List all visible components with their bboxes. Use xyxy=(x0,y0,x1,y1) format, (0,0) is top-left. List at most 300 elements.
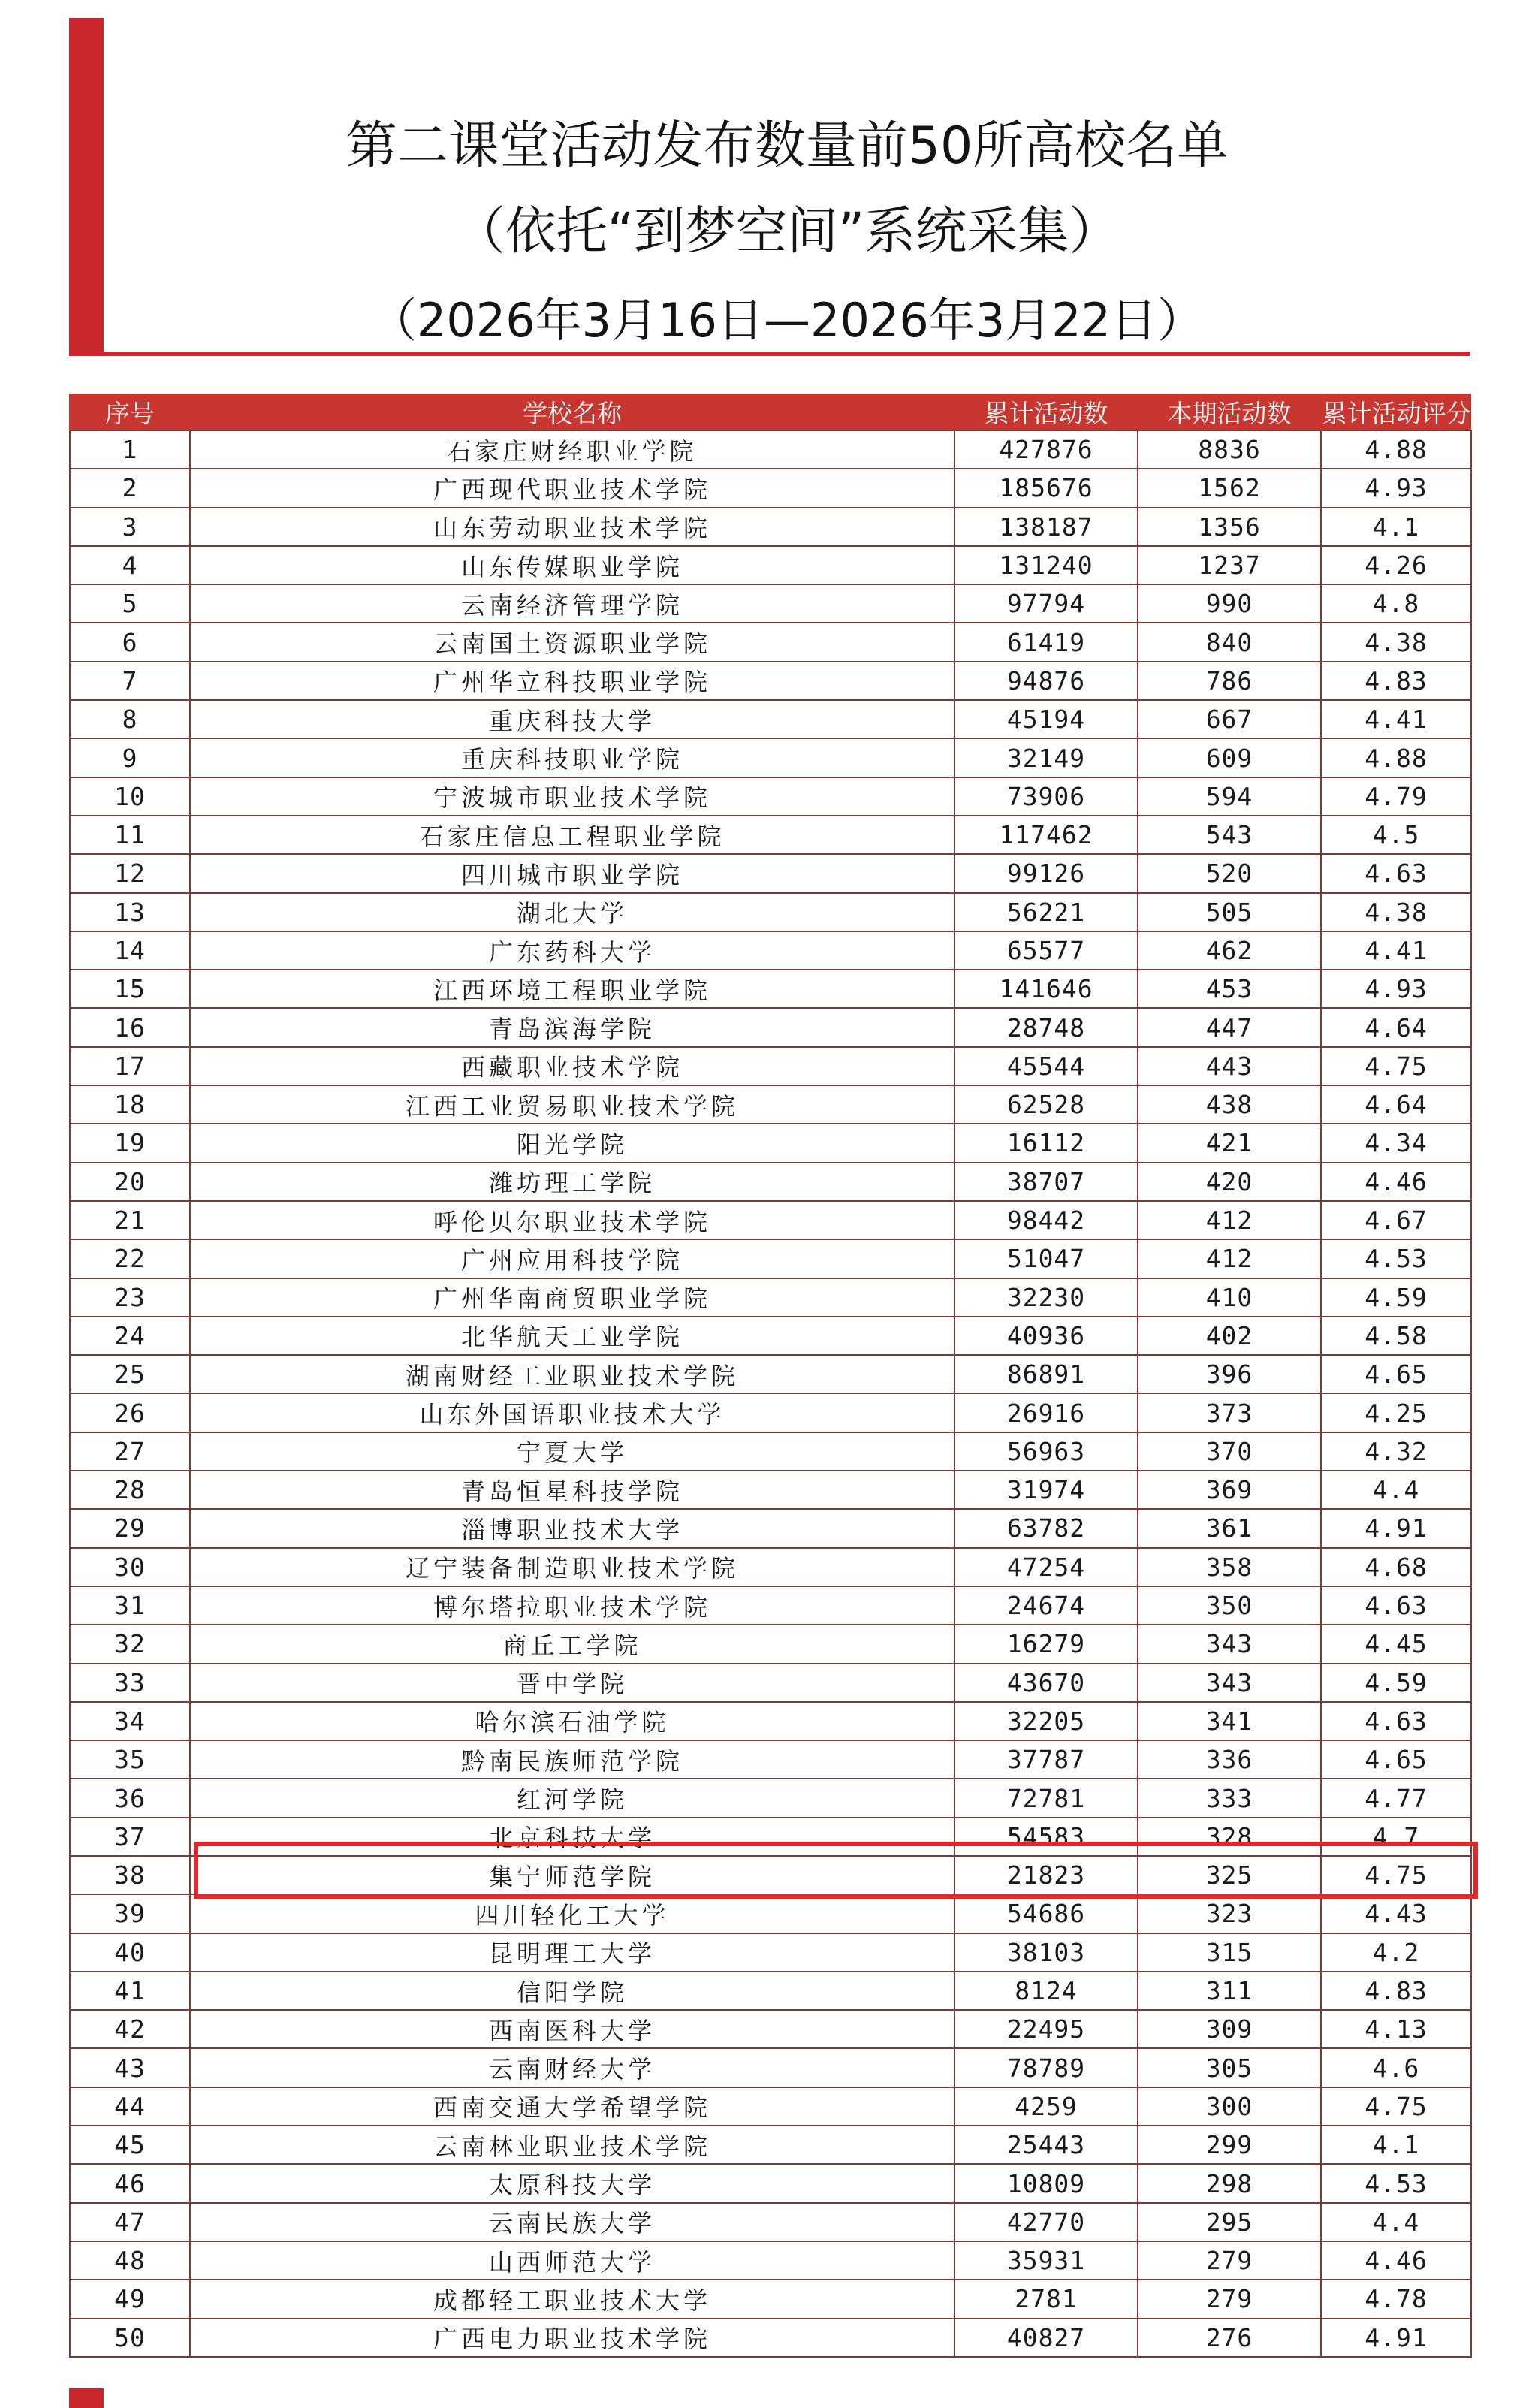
cell-period-activities: 420 xyxy=(1138,1163,1321,1201)
cell-period-activities: 667 xyxy=(1138,700,1321,738)
table-row xyxy=(70,584,1471,623)
cell-school-name: 淄博职业技术大学 xyxy=(190,1509,954,1547)
cell-total-activities: 56221 xyxy=(954,893,1138,931)
cell-rating: 4.58 xyxy=(1321,1317,1471,1355)
cell-total-activities: 54583 xyxy=(954,1818,1138,1856)
table-row xyxy=(70,1894,1471,1933)
cell-school-name: 北京科技大学 xyxy=(190,1818,954,1856)
cell-school-name: 云南国土资源职业学院 xyxy=(190,623,954,661)
cell-school-name: 广西电力职业技术学院 xyxy=(190,2319,954,2357)
cell-school-name: 重庆科技大学 xyxy=(190,700,954,738)
cell-rating: 4.26 xyxy=(1321,546,1471,584)
table-row xyxy=(70,1471,1471,1509)
cell-total-activities: 86891 xyxy=(954,1355,1138,1393)
table-row xyxy=(70,1432,1471,1471)
table-row xyxy=(70,1355,1471,1393)
table-row xyxy=(70,1856,1471,1894)
cell-school-name: 红河学院 xyxy=(190,1779,954,1817)
cell-rating: 4.67 xyxy=(1321,1201,1471,1239)
cell-rank: 47 xyxy=(70,2203,190,2241)
cell-rank: 19 xyxy=(70,1124,190,1162)
table-row xyxy=(70,1933,1471,1972)
cell-period-activities: 609 xyxy=(1138,738,1321,777)
cell-school-name: 太原科技大学 xyxy=(190,2164,954,2202)
cell-rating: 4.46 xyxy=(1321,2241,1471,2280)
cell-period-activities: 328 xyxy=(1138,1818,1321,1856)
cell-period-activities: 361 xyxy=(1138,1509,1321,1547)
cell-period-activities: 412 xyxy=(1138,1239,1321,1278)
cell-school-name: 昆明理工大学 xyxy=(190,1933,954,1972)
cell-rank: 2 xyxy=(70,469,190,507)
cell-period-activities: 1356 xyxy=(1138,508,1321,546)
table-body xyxy=(70,430,1471,2357)
cell-period-activities: 1237 xyxy=(1138,546,1321,584)
cell-rank: 3 xyxy=(70,508,190,546)
table-row xyxy=(70,2241,1471,2280)
cell-rank: 24 xyxy=(70,1317,190,1355)
cell-rank: 6 xyxy=(70,623,190,661)
cell-rank: 32 xyxy=(70,1625,190,1663)
cell-total-activities: 45194 xyxy=(954,700,1138,738)
cell-total-activities: 38103 xyxy=(954,1933,1138,1972)
cell-rank: 20 xyxy=(70,1163,190,1201)
table-row xyxy=(70,854,1471,892)
cell-rating: 4.38 xyxy=(1321,893,1471,931)
cell-total-activities: 185676 xyxy=(954,469,1138,507)
cell-period-activities: 369 xyxy=(1138,1471,1321,1509)
table-row xyxy=(70,1047,1471,1085)
cell-total-activities: 427876 xyxy=(954,430,1138,469)
cell-rank: 37 xyxy=(70,1818,190,1856)
cell-rank: 36 xyxy=(70,1779,190,1817)
cell-total-activities: 32149 xyxy=(954,738,1138,777)
cell-school-name: 江西环境工程职业学院 xyxy=(190,970,954,1008)
cell-total-activities: 42770 xyxy=(954,2203,1138,2241)
table-row xyxy=(70,1201,1471,1239)
decorative-red-bar-top xyxy=(69,18,104,353)
cell-school-name: 潍坊理工学院 xyxy=(190,1163,954,1201)
cell-total-activities: 37787 xyxy=(954,1740,1138,1779)
cell-period-activities: 370 xyxy=(1138,1432,1321,1471)
cell-rank: 10 xyxy=(70,777,190,816)
cell-rating: 4.4 xyxy=(1321,2203,1471,2241)
cell-total-activities: 73906 xyxy=(954,777,1138,816)
cell-total-activities: 24674 xyxy=(954,1586,1138,1625)
cell-rank: 40 xyxy=(70,1933,190,1972)
cell-rank: 18 xyxy=(70,1085,190,1124)
cell-rating: 4.1 xyxy=(1321,2126,1471,2164)
header-school-name: 学校名称 xyxy=(190,394,954,430)
cell-school-name: 广州华南商贸职业学院 xyxy=(190,1278,954,1317)
cell-rating: 4.93 xyxy=(1321,970,1471,1008)
table-row xyxy=(70,1586,1471,1625)
table-row xyxy=(70,1239,1471,1278)
table-row xyxy=(70,508,1471,546)
cell-period-activities: 323 xyxy=(1138,1894,1321,1933)
cell-school-name: 西藏职业技术学院 xyxy=(190,1047,954,1085)
cell-rank: 5 xyxy=(70,584,190,623)
cell-rank: 15 xyxy=(70,970,190,1008)
cell-school-name: 四川城市职业学院 xyxy=(190,854,954,892)
cell-period-activities: 1562 xyxy=(1138,469,1321,507)
page-subtitle-source: （依托“到梦空间”系统采集） xyxy=(454,202,1120,261)
cell-total-activities: 54686 xyxy=(954,1894,1138,1933)
cell-total-activities: 4259 xyxy=(954,2087,1138,2126)
cell-total-activities: 99126 xyxy=(954,854,1138,892)
cell-period-activities: 840 xyxy=(1138,623,1321,661)
cell-rating: 4.78 xyxy=(1321,2280,1471,2318)
cell-school-name: 青岛滨海学院 xyxy=(190,1008,954,1046)
cell-total-activities: 141646 xyxy=(954,970,1138,1008)
cell-school-name: 山东外国语职业技术大学 xyxy=(190,1393,954,1432)
cell-school-name: 商丘工学院 xyxy=(190,1625,954,1663)
cell-rating: 4.45 xyxy=(1321,1625,1471,1663)
cell-rating: 4.88 xyxy=(1321,738,1471,777)
cell-school-name: 广西现代职业技术学院 xyxy=(190,469,954,507)
cell-period-activities: 295 xyxy=(1138,2203,1321,2241)
cell-total-activities: 25443 xyxy=(954,2126,1138,2164)
table-row xyxy=(70,1509,1471,1547)
cell-school-name: 湖南财经工业职业技术学院 xyxy=(190,1355,954,1393)
cell-rank: 35 xyxy=(70,1740,190,1779)
cell-rating: 4.75 xyxy=(1321,2087,1471,2126)
cell-period-activities: 402 xyxy=(1138,1317,1321,1355)
cell-total-activities: 47254 xyxy=(954,1548,1138,1586)
cell-rank: 48 xyxy=(70,2241,190,2280)
cell-rating: 4.63 xyxy=(1321,1702,1471,1740)
cell-rating: 4.5 xyxy=(1321,816,1471,854)
cell-school-name: 阳光学院 xyxy=(190,1124,954,1162)
cell-rank: 44 xyxy=(70,2087,190,2126)
cell-rank: 28 xyxy=(70,1471,190,1509)
cell-period-activities: 343 xyxy=(1138,1664,1321,1702)
title-block xyxy=(104,105,1470,365)
table-row xyxy=(70,2048,1471,2087)
cell-school-name: 云南财经大学 xyxy=(190,2048,954,2087)
table-row xyxy=(70,2010,1471,2048)
cell-school-name: 宁波城市职业技术学院 xyxy=(190,777,954,816)
cell-rating: 4.91 xyxy=(1321,1509,1471,1547)
cell-period-activities: 421 xyxy=(1138,1124,1321,1162)
cell-rating: 4.65 xyxy=(1321,1355,1471,1393)
cell-rating: 4.1 xyxy=(1321,508,1471,546)
cell-rating: 4.93 xyxy=(1321,469,1471,507)
cell-total-activities: 38707 xyxy=(954,1163,1138,1201)
cell-period-activities: 336 xyxy=(1138,1740,1321,1779)
cell-rank: 21 xyxy=(70,1201,190,1239)
cell-rank: 50 xyxy=(70,2319,190,2357)
cell-period-activities: 396 xyxy=(1138,1355,1321,1393)
cell-rating: 4.41 xyxy=(1321,700,1471,738)
cell-rating: 4.53 xyxy=(1321,2164,1471,2202)
cell-total-activities: 62528 xyxy=(954,1085,1138,1124)
cell-rank: 12 xyxy=(70,854,190,892)
cell-school-name: 晋中学院 xyxy=(190,1664,954,1702)
table-row xyxy=(70,2280,1471,2318)
cell-period-activities: 358 xyxy=(1138,1548,1321,1586)
cell-rank: 25 xyxy=(70,1355,190,1393)
cell-period-activities: 350 xyxy=(1138,1586,1321,1625)
cell-total-activities: 117462 xyxy=(954,816,1138,854)
cell-school-name: 云南经济管理学院 xyxy=(190,584,954,623)
cell-total-activities: 35931 xyxy=(954,2241,1138,2280)
cell-school-name: 西南交通大学希望学院 xyxy=(190,2087,954,2126)
cell-total-activities: 97794 xyxy=(954,584,1138,623)
table-row xyxy=(70,1393,1471,1432)
cell-school-name: 北华航天工业学院 xyxy=(190,1317,954,1355)
cell-rank: 41 xyxy=(70,1972,190,2010)
table-row xyxy=(70,1124,1471,1162)
cell-total-activities: 40827 xyxy=(954,2319,1138,2357)
cell-rating: 4.63 xyxy=(1321,854,1471,892)
cell-rating: 4.65 xyxy=(1321,1740,1471,1779)
cell-school-name: 石家庄信息工程职业学院 xyxy=(190,816,954,854)
cell-school-name: 山东劳动职业技术学院 xyxy=(190,508,954,546)
cell-total-activities: 72781 xyxy=(954,1779,1138,1817)
cell-total-activities: 21823 xyxy=(954,1856,1138,1894)
table-row xyxy=(70,1085,1471,1124)
cell-rank: 33 xyxy=(70,1664,190,1702)
table-row xyxy=(70,1163,1471,1201)
cell-period-activities: 373 xyxy=(1138,1393,1321,1432)
table-header-row xyxy=(70,394,1471,430)
cell-rating: 4.13 xyxy=(1321,2010,1471,2048)
title-divider xyxy=(69,352,1470,356)
cell-total-activities: 45544 xyxy=(954,1047,1138,1085)
cell-period-activities: 309 xyxy=(1138,2010,1321,2048)
cell-rank: 14 xyxy=(70,931,190,970)
table-row xyxy=(70,1278,1471,1317)
cell-rank: 27 xyxy=(70,1432,190,1471)
cell-rating: 4.83 xyxy=(1321,662,1471,700)
cell-total-activities: 98442 xyxy=(954,1201,1138,1239)
cell-rank: 9 xyxy=(70,738,190,777)
cell-rating: 4.8 xyxy=(1321,584,1471,623)
cell-rank: 22 xyxy=(70,1239,190,1278)
cell-school-name: 宁夏大学 xyxy=(190,1432,954,1471)
table-row xyxy=(70,1664,1471,1702)
cell-total-activities: 94876 xyxy=(954,662,1138,700)
cell-period-activities: 520 xyxy=(1138,854,1321,892)
cell-period-activities: 315 xyxy=(1138,1933,1321,1972)
cell-rank: 49 xyxy=(70,2280,190,2318)
cell-school-name: 信阳学院 xyxy=(190,1972,954,2010)
cell-rating: 4.75 xyxy=(1321,1047,1471,1085)
cell-school-name: 集宁师范学院 xyxy=(190,1856,954,1894)
cell-period-activities: 305 xyxy=(1138,2048,1321,2087)
cell-rating: 4.83 xyxy=(1321,1972,1471,2010)
cell-total-activities: 131240 xyxy=(954,546,1138,584)
cell-period-activities: 299 xyxy=(1138,2126,1321,2164)
cell-period-activities: 300 xyxy=(1138,2087,1321,2126)
header-rank: 序号 xyxy=(70,394,190,430)
cell-rating: 4.64 xyxy=(1321,1085,1471,1124)
table-row xyxy=(70,2319,1471,2357)
cell-total-activities: 43670 xyxy=(954,1664,1138,1702)
cell-rating: 4.32 xyxy=(1321,1432,1471,1471)
table-row xyxy=(70,430,1471,469)
cell-period-activities: 543 xyxy=(1138,816,1321,854)
cell-total-activities: 78789 xyxy=(954,2048,1138,2087)
cell-period-activities: 594 xyxy=(1138,777,1321,816)
cell-rating: 4.63 xyxy=(1321,1586,1471,1625)
cell-rating: 4.88 xyxy=(1321,430,1471,469)
cell-total-activities: 65577 xyxy=(954,931,1138,970)
cell-rating: 4.34 xyxy=(1321,1124,1471,1162)
table-row xyxy=(70,1972,1471,2010)
cell-total-activities: 138187 xyxy=(954,508,1138,546)
cell-period-activities: 462 xyxy=(1138,931,1321,970)
cell-total-activities: 51047 xyxy=(954,1239,1138,1278)
cell-rating: 4.75 xyxy=(1321,1856,1471,1894)
cell-school-name: 呼伦贝尔职业技术学院 xyxy=(190,1201,954,1239)
table-row xyxy=(70,700,1471,738)
cell-period-activities: 276 xyxy=(1138,2319,1321,2357)
cell-school-name: 云南民族大学 xyxy=(190,2203,954,2241)
cell-rating: 4.79 xyxy=(1321,777,1471,816)
cell-school-name: 重庆科技职业学院 xyxy=(190,738,954,777)
table-row xyxy=(70,893,1471,931)
cell-rating: 4.53 xyxy=(1321,1239,1471,1278)
cell-rank: 29 xyxy=(70,1509,190,1547)
cell-total-activities: 56963 xyxy=(954,1432,1138,1471)
cell-rank: 42 xyxy=(70,2010,190,2048)
cell-total-activities: 26916 xyxy=(954,1393,1138,1432)
cell-period-activities: 438 xyxy=(1138,1085,1321,1124)
cell-total-activities: 63782 xyxy=(954,1509,1138,1547)
cell-school-name: 山东传媒职业学院 xyxy=(190,546,954,584)
cell-school-name: 湖北大学 xyxy=(190,893,954,931)
cell-total-activities: 16112 xyxy=(954,1124,1138,1162)
page-title: 第二课堂活动发布数量前50所高校名单 xyxy=(345,116,1229,176)
table-row xyxy=(70,1779,1471,1817)
cell-rank: 43 xyxy=(70,2048,190,2087)
cell-rank: 39 xyxy=(70,1894,190,1933)
cell-rank: 30 xyxy=(70,1548,190,1586)
cell-rating: 4.4 xyxy=(1321,1471,1471,1509)
cell-rank: 13 xyxy=(70,893,190,931)
cell-period-activities: 453 xyxy=(1138,970,1321,1008)
table-row xyxy=(70,970,1471,1008)
cell-period-activities: 298 xyxy=(1138,2164,1321,2202)
cell-rating: 4.91 xyxy=(1321,2319,1471,2357)
cell-rank: 23 xyxy=(70,1278,190,1317)
table-row xyxy=(70,777,1471,816)
cell-school-name: 西南医科大学 xyxy=(190,2010,954,2048)
cell-rating: 4.25 xyxy=(1321,1393,1471,1432)
cell-school-name: 青岛恒星科技学院 xyxy=(190,1471,954,1509)
cell-period-activities: 990 xyxy=(1138,584,1321,623)
cell-school-name: 博尔塔拉职业技术学院 xyxy=(190,1586,954,1625)
cell-period-activities: 279 xyxy=(1138,2241,1321,2280)
cell-total-activities: 10809 xyxy=(954,2164,1138,2202)
table-row xyxy=(70,1317,1471,1355)
cell-school-name: 江西工业贸易职业技术学院 xyxy=(190,1085,954,1124)
cell-rank: 26 xyxy=(70,1393,190,1432)
cell-rating: 4.6 xyxy=(1321,2048,1471,2087)
cell-rank: 1 xyxy=(70,430,190,469)
cell-period-activities: 447 xyxy=(1138,1008,1321,1046)
cell-rating: 4.77 xyxy=(1321,1779,1471,1817)
table-row xyxy=(70,546,1471,584)
cell-period-activities: 443 xyxy=(1138,1047,1321,1085)
cell-period-activities: 333 xyxy=(1138,1779,1321,1817)
cell-total-activities: 22495 xyxy=(954,2010,1138,2048)
cell-total-activities: 31974 xyxy=(954,1471,1138,1509)
cell-rank: 7 xyxy=(70,662,190,700)
cell-total-activities: 40936 xyxy=(954,1317,1138,1355)
table-row xyxy=(70,1818,1471,1856)
table-row xyxy=(70,738,1471,777)
cell-period-activities: 410 xyxy=(1138,1278,1321,1317)
cell-rating: 4.2 xyxy=(1321,1933,1471,1972)
cell-rating: 4.68 xyxy=(1321,1548,1471,1586)
header-rating: 累计活动评分 xyxy=(1321,394,1471,430)
cell-school-name: 成都轻工职业技术大学 xyxy=(190,2280,954,2318)
table-row xyxy=(70,931,1471,970)
table-row xyxy=(70,662,1471,700)
cell-period-activities: 343 xyxy=(1138,1625,1321,1663)
cell-period-activities: 8836 xyxy=(1138,430,1321,469)
cell-rank: 4 xyxy=(70,546,190,584)
cell-school-name: 广东药科大学 xyxy=(190,931,954,970)
decorative-red-bar-bottom xyxy=(69,2388,104,2408)
table-row xyxy=(70,469,1471,507)
table-row xyxy=(70,1548,1471,1586)
cell-rating: 4.7 xyxy=(1321,1818,1471,1856)
cell-rank: 34 xyxy=(70,1702,190,1740)
cell-total-activities: 8124 xyxy=(954,1972,1138,2010)
cell-rank: 17 xyxy=(70,1047,190,1085)
ranking-table xyxy=(69,394,1472,2358)
cell-period-activities: 279 xyxy=(1138,2280,1321,2318)
table-row xyxy=(70,1702,1471,1740)
table-row xyxy=(70,816,1471,854)
cell-period-activities: 786 xyxy=(1138,662,1321,700)
table-row xyxy=(70,2164,1471,2202)
cell-rating: 4.43 xyxy=(1321,1894,1471,1933)
page-subtitle-date-range: （2026年3月16日—2026年3月22日） xyxy=(369,293,1205,348)
cell-school-name: 四川轻化工大学 xyxy=(190,1894,954,1933)
cell-rating: 4.64 xyxy=(1321,1008,1471,1046)
cell-period-activities: 412 xyxy=(1138,1201,1321,1239)
cell-school-name: 哈尔滨石油学院 xyxy=(190,1702,954,1740)
cell-school-name: 辽宁装备制造职业技术学院 xyxy=(190,1548,954,1586)
cell-rank: 46 xyxy=(70,2164,190,2202)
cell-total-activities: 61419 xyxy=(954,623,1138,661)
cell-school-name: 黔南民族师范学院 xyxy=(190,1740,954,1779)
cell-school-name: 石家庄财经职业学院 xyxy=(190,430,954,469)
cell-rating: 4.38 xyxy=(1321,623,1471,661)
table-row xyxy=(70,2203,1471,2241)
table-row xyxy=(70,1740,1471,1779)
cell-period-activities: 325 xyxy=(1138,1856,1321,1894)
header-total-activities: 累计活动数 xyxy=(954,394,1138,430)
table-row xyxy=(70,623,1471,661)
cell-total-activities: 28748 xyxy=(954,1008,1138,1046)
cell-rating: 4.59 xyxy=(1321,1278,1471,1317)
cell-total-activities: 32230 xyxy=(954,1278,1138,1317)
cell-rank: 38 xyxy=(70,1856,190,1894)
cell-school-name: 广州华立科技职业学院 xyxy=(190,662,954,700)
cell-total-activities: 32205 xyxy=(954,1702,1138,1740)
cell-period-activities: 311 xyxy=(1138,1972,1321,2010)
cell-period-activities: 505 xyxy=(1138,893,1321,931)
table-row xyxy=(70,1008,1471,1046)
table-row xyxy=(70,1625,1471,1663)
cell-rank: 45 xyxy=(70,2126,190,2164)
table-row xyxy=(70,2126,1471,2164)
